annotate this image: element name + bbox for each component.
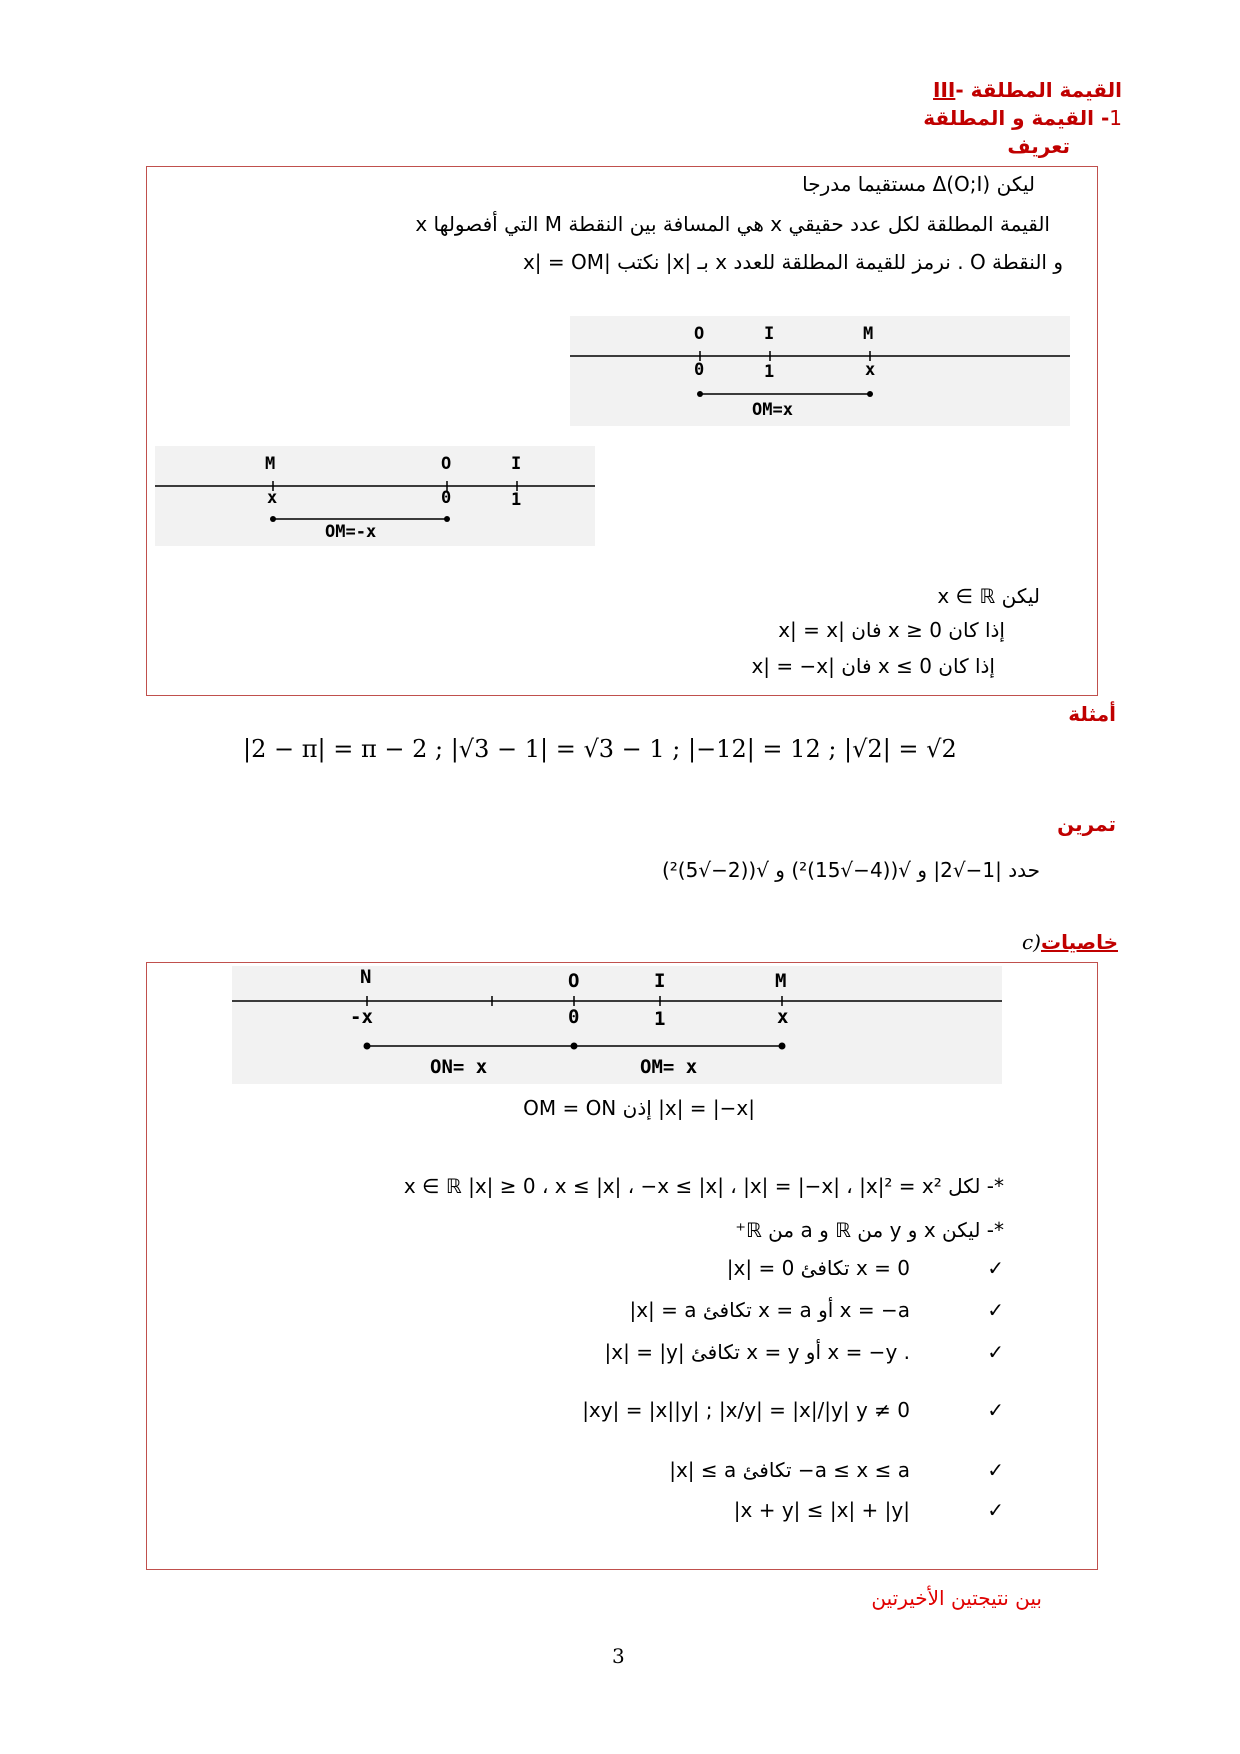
label-1: 1 [511,490,522,510]
definition-box [146,166,1098,696]
properties-item-5 [304,1458,1004,1488]
item-text: |x| = |y| تكافئ x = y أو x = −y . [604,1340,910,1364]
page-number: 3 [612,1644,625,1668]
number-line-positive-svg [570,316,1070,426]
label-x: x [865,360,876,380]
measure-label: OM=-x [325,522,377,542]
label-0: 0 [568,1006,580,1028]
label-O: O [441,454,452,474]
label-I: I [654,970,666,992]
label-1: 1 [764,362,775,382]
item-text: |x| = a تكافئ x = a أو x = −a [629,1298,910,1322]
label-x: x [777,1006,789,1028]
label-1: 1 [654,1008,666,1030]
label-0: 0 [441,488,452,508]
properties-item-2 [304,1298,1004,1328]
label-M: M [863,324,874,344]
item-text: |xy| = |x||y| ; |x/y| = |x|/|y| y ≠ 0 [582,1398,910,1422]
case-positive: إذا كان x ≥ 0 فان |x| = x [778,618,1005,642]
label-O: O [568,970,580,992]
properties-all-x: *- لكل x ∈ ℝ |x| ≥ 0 ، x ≤ |x| ، −x ≤ |x| ، |x| = |−x| ، |x|² = x² [403,1174,1004,1198]
label-M: M [775,970,787,992]
check-icon: ✓ [987,1498,1004,1522]
number-line-diagram-positive [570,316,1070,426]
case-intro: ليكن x ∈ ℝ [937,584,1040,608]
exercise-heading: تمرين [1057,812,1116,836]
exercise-text: حدد |1−√2| و √((4−√15)²) و √((2−√5)²) [661,858,1040,882]
properties-marker: c) [1021,930,1041,954]
label-N: N [360,966,372,988]
item-text: |x| ≤ a تكافئ −a ≤ x ≤ a [669,1458,910,1482]
properties-heading: c)خاصيات [1021,930,1118,954]
properties-conclusion: OM = ON إذن |x| = |−x| [523,1096,755,1120]
properties-number-line-svg [232,966,1002,1084]
examples-heading: أمثلة [1068,702,1116,726]
properties-number-line [232,966,1002,1084]
measure-ON: ON= x [430,1056,488,1078]
item-text: |x| = 0 تكافئ x = 0 [726,1256,910,1280]
label-M: M [265,454,276,474]
measure-label: OM=x [752,400,793,420]
definition-line-3: و النقطة O . نرمز للقيمة المطلقة للعدد x بـ |x| نكتب |x| = OM [522,250,1063,274]
footnote: بين نتيجتين الأخيرتين [871,1586,1042,1610]
properties-item-4 [304,1398,1004,1428]
label-O: O [694,324,705,344]
properties-let-xy: *- ليكن x و y من ℝ و a من ℝ⁺ [735,1218,1004,1242]
check-icon: ✓ [987,1256,1004,1280]
label-x: x [267,488,278,508]
definition-line-1: ليكن Δ(O;I) مستقيما مدرجا [802,172,1035,196]
examples-line: |2 − π| = π − 2 ; |√3 − 1| = √3 − 1 ; |−12| = 12 ; |√2| = √2 [243,735,957,763]
section-title: III- القيمة المطلقة [933,78,1122,102]
label-I: I [764,324,775,344]
label-neg-x: -x [350,1006,373,1028]
subsection-title: 1- القيمة و المطلقة [923,106,1122,130]
check-icon: ✓ [987,1298,1004,1322]
item-text: |x + y| ≤ |x| + |y| [733,1498,910,1522]
label-I: I [511,454,522,474]
properties-item-3 [304,1340,1004,1370]
definition-line-2: القيمة المطلقة لكل عدد حقيقي x هي المسافة بين النقطة M التي أفصولها x [415,212,1050,236]
case-negative: إذا كان x ≤ 0 فان |x| = −x [751,654,995,678]
properties-item-6 [304,1498,1004,1528]
section-number: III [933,78,956,102]
properties-item-1 [304,1256,1004,1286]
check-icon: ✓ [987,1398,1004,1422]
label-0: 0 [694,360,705,380]
definition-heading: تعريف [1007,134,1070,158]
measure-OM: OM= x [640,1056,698,1078]
number-line-diagram-negative [155,446,595,546]
check-icon: ✓ [987,1340,1004,1364]
check-icon: ✓ [987,1458,1004,1482]
